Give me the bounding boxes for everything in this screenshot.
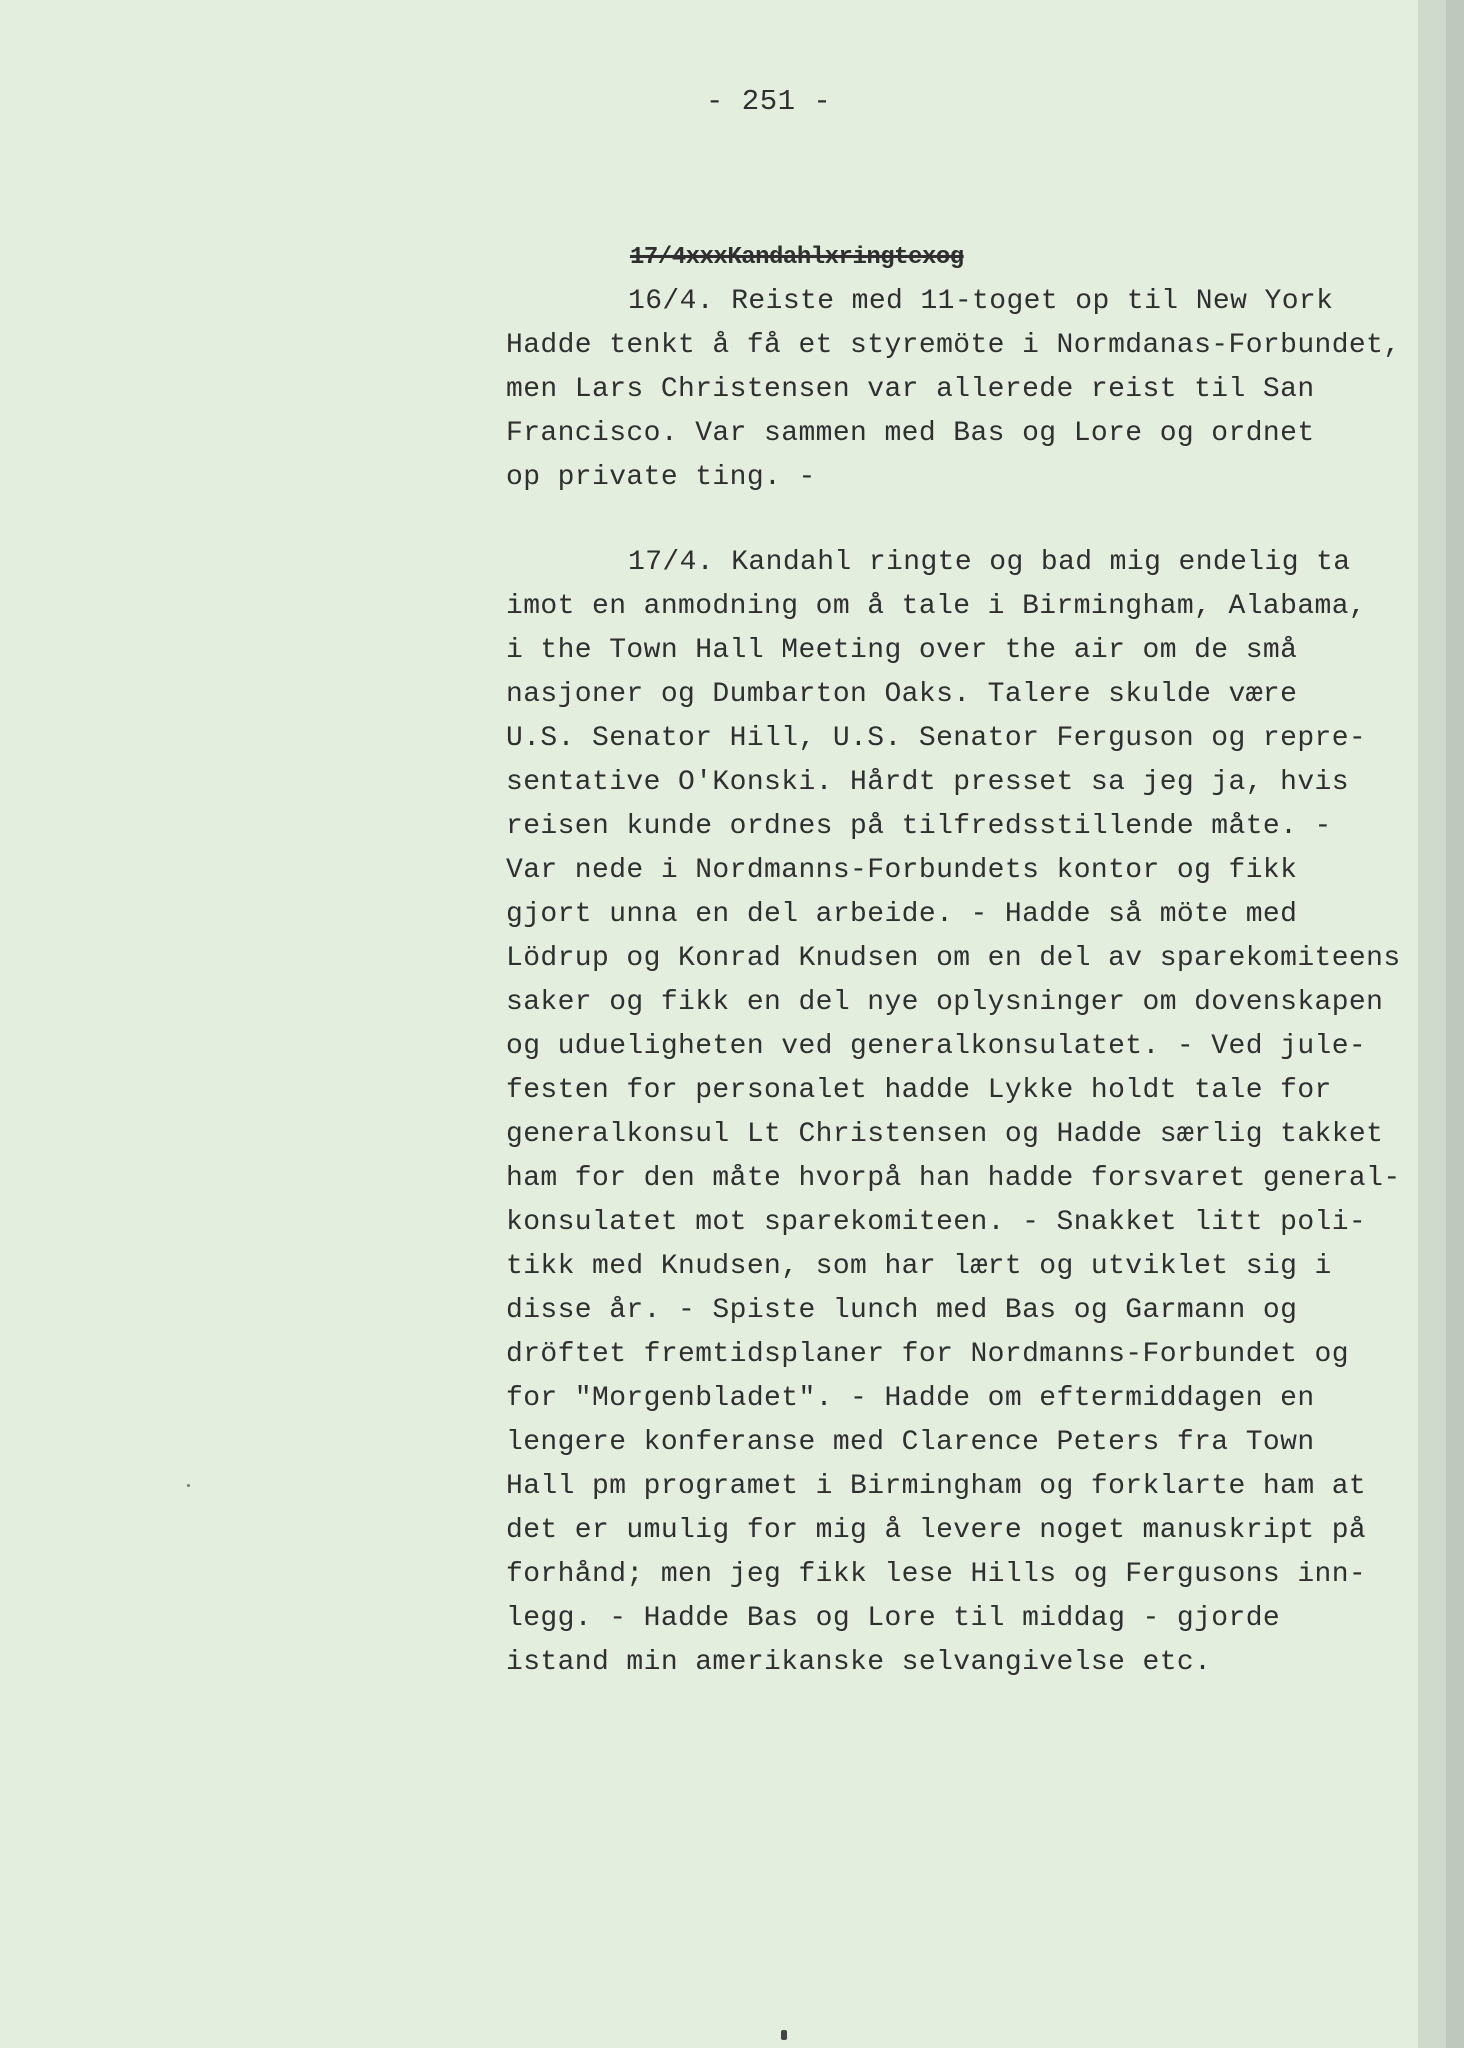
text-line: generalkonsul Lt Christensen og Hadde særlig takket (506, 1119, 1384, 1150)
text-line: dröftet fremtidsplaner for Nordmanns-Forbundet og (506, 1339, 1349, 1370)
text-line: saker og fikk en del nye oplysninger om dovenskapen (506, 987, 1384, 1018)
text-line: U.S. Senator Hill, U.S. Senator Ferguson og repre- (506, 723, 1367, 754)
text-line: men Lars Christensen var allerede reist til San (506, 374, 1315, 405)
text-line: tikk med Knudsen, som har lært og utviklet sig i (506, 1251, 1332, 1282)
text-line: Var nede i Nordmanns-Forbundets kontor og fikk (506, 855, 1298, 886)
page-number: - 251 - (706, 85, 832, 118)
text-line: i the Town Hall Meeting over the air om de små (506, 635, 1298, 666)
paragraph-gap (506, 500, 1406, 541)
text-line: Francisco. Var sammen med Bas og Lore og ordnet (506, 418, 1315, 449)
text-line: gjort unna en del arbeide. - Hadde så möte med (506, 899, 1298, 930)
page-edge-border (1446, 0, 1464, 2048)
text-line: konsulatet mot sparekomiteen. - Snakket litt poli- (506, 1207, 1367, 1238)
text-line: op private ting. - (506, 462, 816, 493)
text-line: og udueligheten ved generalkonsulatet. - Ved jule- (506, 1031, 1367, 1062)
text-line: Lödrup og Konrad Knudsen om en del av sparekomiteens (506, 943, 1401, 974)
paper-speck (187, 1484, 190, 1487)
text-line: disse år. - Spiste lunch med Bas og Garmann og (506, 1295, 1298, 1326)
text-line: festen for personalet hadde Lykke holdt tale for (506, 1075, 1332, 1106)
text-line: for "Morgenbladet". - Hadde om eftermiddagen en (506, 1383, 1315, 1414)
diary-entry-17-4 (506, 541, 1406, 1685)
crossed-out-heading: 17/4xxxKandahlxringtexog (630, 244, 964, 271)
text-line: reisen kunde ordnes på tilfredsstillende måte. - (506, 811, 1332, 842)
text-line: Hadde tenkt å få et styremöte i Normdanas-Forbundet, (506, 330, 1401, 361)
text-line: istand min amerikanske selvangivelse etc. (506, 1647, 1212, 1678)
text-line: det er umulig for mig å levere noget manuskript på (506, 1515, 1367, 1546)
text-line: nasjoner og Dumbarton Oaks. Talere skulde være (506, 679, 1298, 710)
paper-mark (781, 2030, 787, 2040)
text-line: forhånd; men jeg fikk lese Hills og Fergusons inn- (506, 1559, 1367, 1590)
text-line: Hall pm programet i Birmingham og forklarte ham at (506, 1471, 1367, 1502)
diary-text (506, 280, 1406, 1685)
text-line: sentative O'Konski. Hårdt presset sa jeg ja, hvis (506, 767, 1349, 798)
text-line: imot en anmodning om å tale i Birmingham, Alabama, (506, 591, 1367, 622)
text-line: ham for den måte hvorpå han hadde forsvaret general- (506, 1163, 1401, 1194)
text-line: legg. - Hadde Bas og Lore til middag - gjorde (506, 1603, 1281, 1634)
text-line: 16/4. Reiste med 11-toget op til New York (628, 286, 1334, 317)
diary-entry-16-4 (506, 280, 1406, 500)
text-line: lengere konferanse med Clarence Peters fra Town (506, 1427, 1315, 1458)
text-line: 17/4. Kandahl ringte og bad mig endelig ta (628, 547, 1351, 578)
